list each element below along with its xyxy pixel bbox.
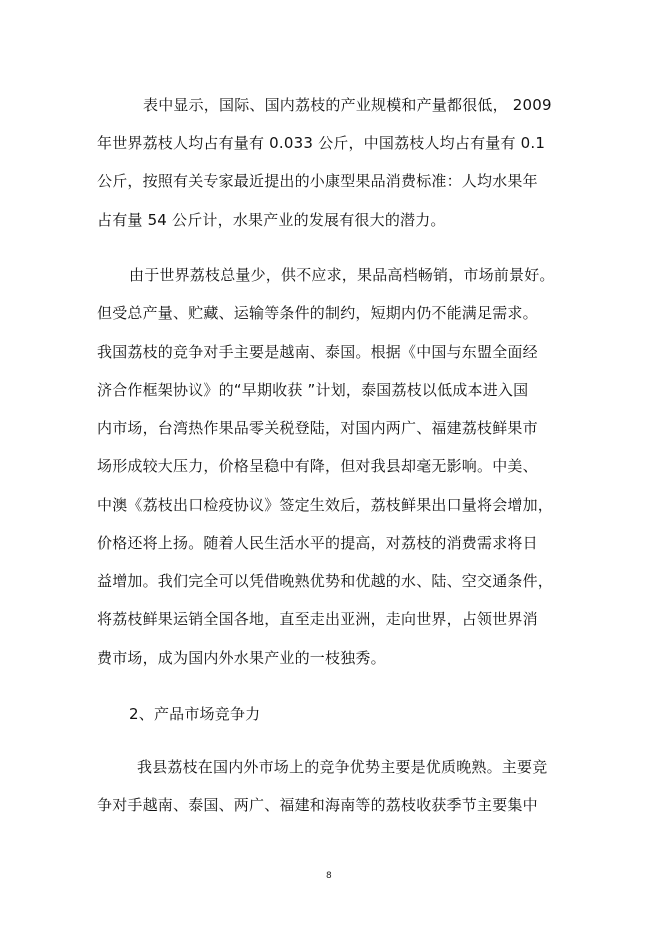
paragraph-2-line-2: 但受总产量、贮藏、运输等条件的制约，短期内仍不能满足需求。 xyxy=(97,304,538,322)
paragraph-1-line-3: 公斤，按照有关专家最近提出的小康型果品消费标准：人均水果年 xyxy=(97,172,538,190)
paragraph-2-line-10: 将荔枝鲜果运销全国各地，直至走出亚洲，走向世界，占领世界消 xyxy=(97,610,538,628)
paragraph-2-line-11: 费市场，成为国内外水果产业的一枝独秀。 xyxy=(97,649,386,667)
paragraph-2-line-3: 我国荔枝的竞争对手主要是越南、泰国。根据《中国与东盟全面经 xyxy=(97,343,538,361)
paragraph-2-line-6: 场形成较大压力，价格呈稳中有降，但对我县却毫无影响。中美、 xyxy=(97,457,538,475)
paragraph-2-line-8: 价格还将上扬。随着人民生活水平的提高，对荔枝的消费需求将日 xyxy=(97,534,538,552)
paragraph-2-line-4: 济合作框架协议》的“早期收获 ”计划，泰国荔枝以低成本进入国 xyxy=(97,381,529,399)
paragraph-1-line-2: 年世界荔枝人均占有量有 0.033 公斤，中国荔枝人均占有量有 0.1 xyxy=(97,134,546,152)
paragraph-2-line-9: 益增加。我们完全可以凭借晚熟优势和优越的水、陆、空交通条件， xyxy=(97,572,554,590)
page-number: 8 xyxy=(326,871,332,881)
paragraph-2-line-7: 中澳《荔枝出口检疫协议》签定生效后，荔枝鲜果出口量将会增加， xyxy=(97,496,554,514)
paragraph-1-line-4: 占有量 54 公斤计，水果产业的发展有很大的潜力。 xyxy=(97,211,446,229)
paragraph-3-line-1: 我县荔枝在国内外市场上的竞争优势主要是优质晚熟。主要竞 xyxy=(137,758,548,776)
paragraph-3-line-2: 争对手越南、泰国、两广、福建和海南等的荔枝收获季节主要集中 xyxy=(97,796,538,814)
section-heading: 2、产品市场竞争力 xyxy=(129,705,261,723)
paragraph-2-line-5: 内市场，台湾热作果品零关税登陆，对国内两广、福建荔枝鲜果市 xyxy=(97,419,538,437)
paragraph-2-line-1: 由于世界荔枝总量少，供不应求，果品高档畅销，市场前景好。 xyxy=(129,266,555,284)
paragraph-1-line-1: 表中显示，国际、国内荔枝的产业规模和产量都很低， 2009 xyxy=(143,96,552,114)
